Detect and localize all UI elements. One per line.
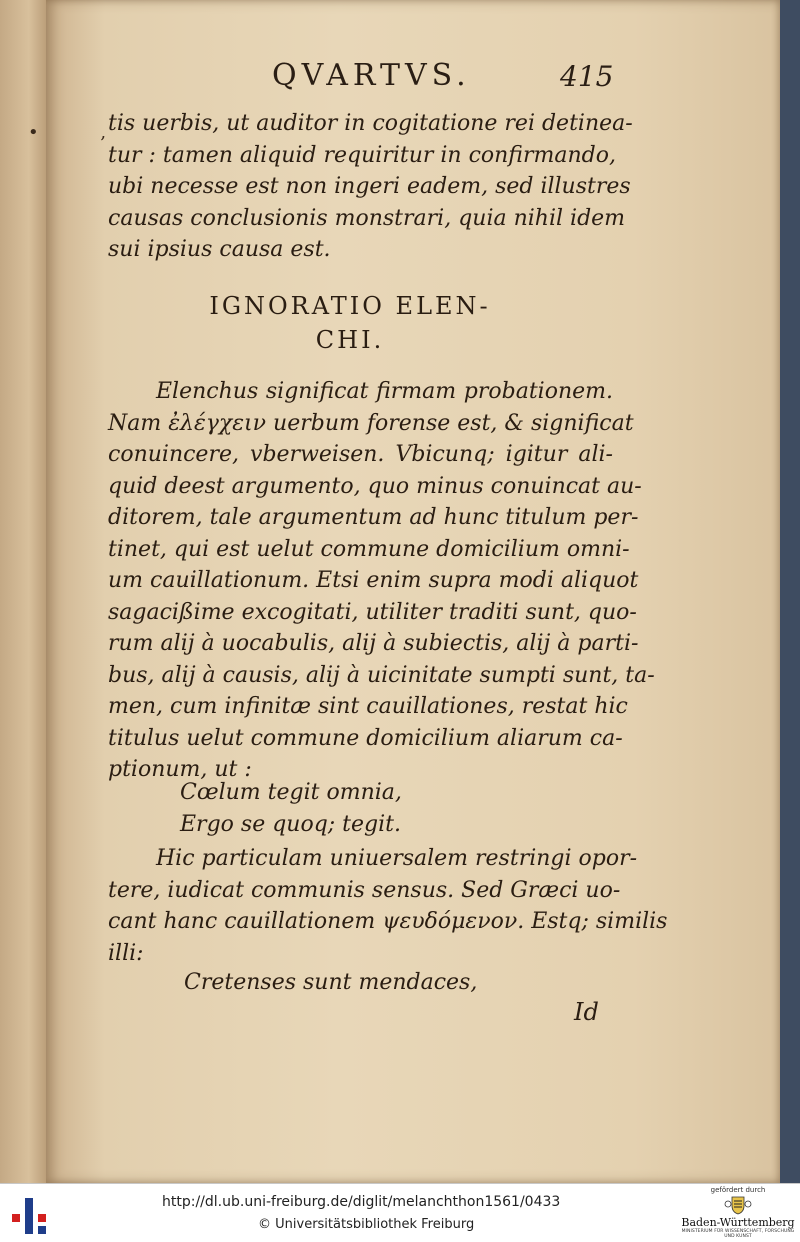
funder-block [680,1186,796,1240]
text-line: tinet, qui est uelut commune domicilium omni- [108,536,630,562]
running-head: QVARTVS. [272,58,471,93]
section-heading: IGNORATIO ELEN- [209,292,491,320]
text-line: titulus uelut commune domicilium aliarum ca- [108,725,623,751]
copyright-notice: © Universitätsbibliothek Freiburg [258,1217,475,1232]
text-line: cant hanc cauillationem ψευδόμενον. Estq; similis [108,909,668,934]
funded-by-label: gefördert durch [710,1186,766,1194]
text-line: ubi necesse est non ingeri eadem, sed illustres [108,174,631,199]
text-line: conuincere, vberweisen. Vbicunq; igitur ali- [108,442,613,467]
text-line: Hic particulam uniuersalem restringi opor- [156,846,638,871]
catchword: Id [574,998,599,1026]
text-line: ditorem, tale argumentum ad hunc titulum per- [108,505,639,530]
text-line: ptionum, ut : [108,757,252,782]
text-block-1 [108,108,633,266]
text-block-2 [108,376,655,786]
text-line: tere, iudicat communis sensus. Sed Græci uo- [108,877,621,903]
footer-bar [0,1183,800,1242]
page-number: 415 [560,60,614,93]
text-line: rum alij à uocabulis, alij à subiectis, alij à parti- [108,631,639,656]
verse-line: Cœlum tegit omnia, [180,780,402,805]
verse-line: Cretenses sunt mendaces, [184,970,478,995]
text-block-3 [108,843,668,969]
text-line: sagacißime excogitati, utiliter traditi sunt, quo- [108,599,637,625]
text-line: Elenchus significat firmam probationem. [156,379,613,404]
text-line: sui ipsius causa est. [108,237,331,262]
funder-ministry: MINISTERIUM FÜR WISSENSCHAFT, FORSCHUNG UND KUNST [681,1229,795,1239]
text-line: causas conclusionis monstrari, quia nihil idem [108,205,626,231]
text-line: tis uerbis, ut auditor in cogitatione rei detinea- [108,111,633,136]
text-line: men, cum infinitæ sint cauillationes, restat hic [108,694,628,719]
text-line: bus, alij à causis, alij à uicinitate sumpti sunt, ta- [108,662,655,688]
scan-right-edge [780,0,800,1183]
verse-line: Ergo se quoq; tegit. [180,812,401,837]
facing-page-edge [0,0,49,1183]
permalink-url[interactable]: http://dl.ub.uni-freiburg.de/diglit/melanchthon1561/0433 [162,1194,561,1210]
funder-name: Baden-Württemberg [681,1216,795,1229]
text-line: quid deest argumento, quo minus conuincat au- [108,473,642,499]
text-line: tur : tamen aliquid requiritur in confirmando, [108,142,616,168]
text-line: um cauillationum. Etsi enim supra modi aliquot [108,568,639,593]
margin-marks: • , [28,122,135,143]
baden-wuerttemberg-crest-icon [723,1195,753,1215]
ub-freiburg-logo-icon [8,1192,50,1236]
section-heading-continued: CHI. [315,326,385,354]
text-line: illi: [108,940,144,966]
text-line: Nam ἐλέγχειν uerbum forense est, & significat [108,410,634,436]
